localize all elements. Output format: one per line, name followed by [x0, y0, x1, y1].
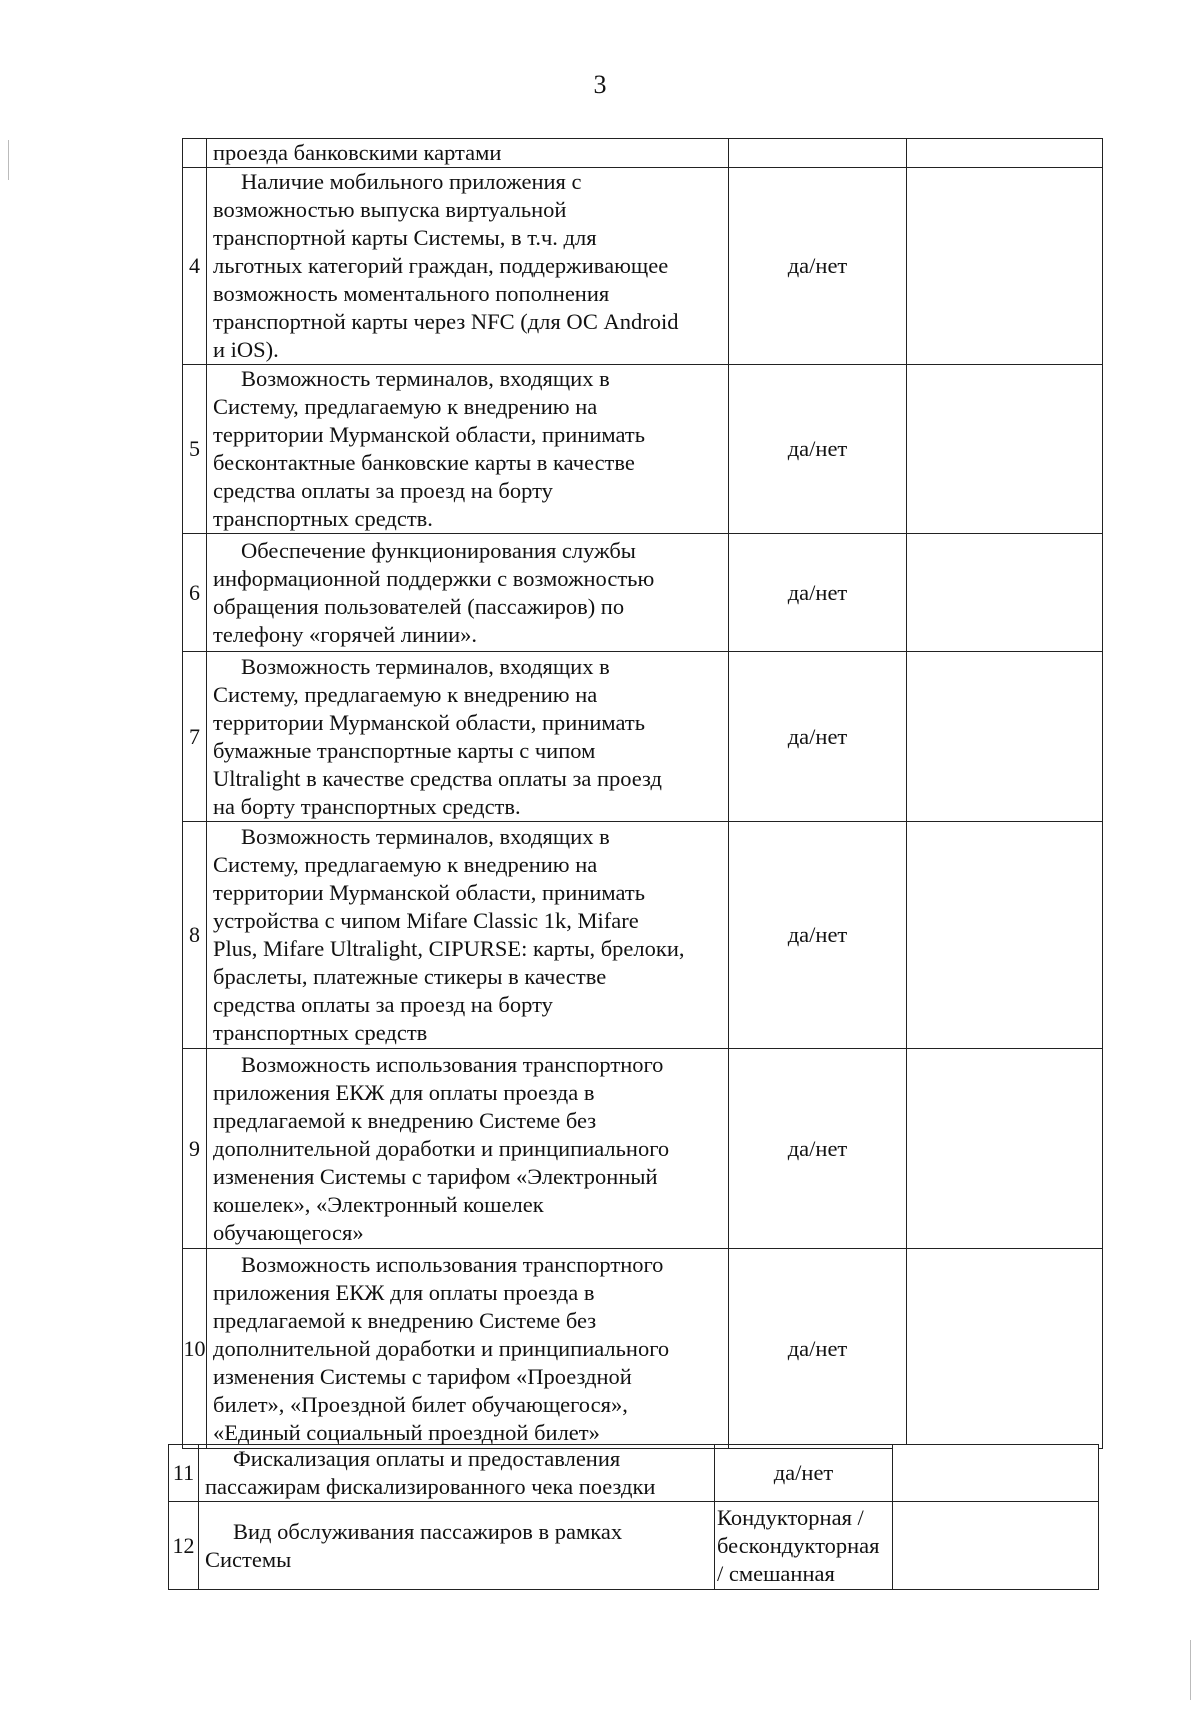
row-number [183, 139, 207, 168]
row-blank-cell [893, 1502, 1099, 1590]
table-row [183, 365, 1103, 534]
row-value: да/нет [787, 436, 848, 461]
table-row [183, 652, 1103, 822]
row-blank-cell [907, 1049, 1103, 1249]
row-number: 7 [183, 652, 207, 822]
row-number: 12 [169, 1502, 199, 1590]
table-row [183, 139, 1103, 168]
row-description: Обеспечение функционирования службы информационной поддержки с возможностью обращения пользователей (пассажиров) по телефону «горячей линии». [213, 537, 655, 647]
row-value: да/нет [787, 1335, 848, 1361]
table-row [183, 1249, 1103, 1449]
row-number: 8 [183, 822, 207, 1049]
table-row [183, 534, 1103, 652]
row-blank-cell [907, 652, 1103, 822]
criteria-table-upper [182, 138, 1103, 1449]
row-blank-cell [907, 822, 1103, 1049]
row-number: 11 [169, 1445, 199, 1502]
row-description: Возможность терминалов, входящих в Систему, предлагаемую к внедрению на территории Мурманской области, принимать бесконтактные банковские карты в качестве средства оплаты за проезд на борту транспортных средств. [213, 366, 645, 531]
table-row [183, 822, 1103, 1049]
row-number: 9 [183, 1049, 207, 1249]
row-value: да/нет [787, 723, 848, 749]
row-number: 5 [183, 365, 207, 534]
row-description: Возможность терминалов, входящих в Систему, предлагаемую к внедрению на территории Мурманской области, принимать устройства с чипом Mifare Classic 1k, Mifare Plus, Mifare Ultralight, CIPURSE: карты, брелоки, браслеты, платежные стикеры в качестве средства оплаты за проезд на борту транспортных средств [213, 824, 685, 1045]
page-number: 3 [593, 70, 607, 99]
row-number: 10 [183, 1249, 207, 1449]
row-description: Вид обслуживания пассажиров в рамках Системы [205, 1518, 623, 1572]
row-description: Возможность терминалов, входящих в Систему, предлагаемую к внедрению на территории Мурманской области, принимать бумажные транспортные карты с чипом Ultralight в качестве средства оплаты за проезд на борту транспортных средств. [213, 653, 662, 819]
row-value: да/нет [787, 1135, 848, 1161]
row-value: да/нет [787, 579, 848, 605]
table-row [169, 1445, 1099, 1502]
row-description: проезда банковскими картами [213, 140, 502, 165]
row-value: Кондукторная / бескондукторная / смешанная [717, 1504, 880, 1586]
table-row [183, 168, 1103, 365]
row-blank-cell [907, 534, 1103, 652]
row-value: да/нет [787, 922, 848, 947]
row-blank-cell [907, 1249, 1103, 1449]
scan-margin-mark [1190, 1640, 1191, 1700]
row-value: да/нет [787, 253, 848, 278]
row-number: 4 [183, 168, 207, 365]
criteria-table-lower [168, 1444, 1099, 1590]
row-description: Возможность использования транспортного приложения ЕКЖ для оплаты проезда в предлагаемой к внедрению Системе без дополнительной доработки и принципиального изменения Системы с тарифом «Проездной билет», «Проездной билет обучающегося», «Единый социальный проездной билет» [213, 1251, 670, 1445]
row-blank-cell [907, 168, 1103, 365]
row-blank-cell [907, 365, 1103, 534]
table-row [183, 1049, 1103, 1249]
row-description: Возможность использования транспортного приложения ЕКЖ для оплаты проезда в предлагаемой к внедрению Системе без дополнительной доработки и принципиального изменения Системы с тарифом «Электронный кошелек», «Электронный кошелек обучающегося» [213, 1051, 670, 1245]
row-blank-cell [907, 139, 1103, 168]
table-row [169, 1502, 1099, 1590]
row-blank-cell [893, 1445, 1099, 1502]
row-value: да/нет [773, 1460, 834, 1485]
row-description: Наличие мобильного приложения с возможностью выпуска виртуальной транспортной карты Системы, в т.ч. для льготных категорий граждан, поддерживающее возможность моментального пополнения транспортной карты через NFC (для ОС Android и iOS). [213, 169, 679, 362]
row-description: Фискализация оплаты и предоставления пассажирам фискализированного чека поездки [205, 1446, 656, 1499]
scan-margin-mark [8, 140, 9, 180]
row-number: 6 [183, 534, 207, 652]
